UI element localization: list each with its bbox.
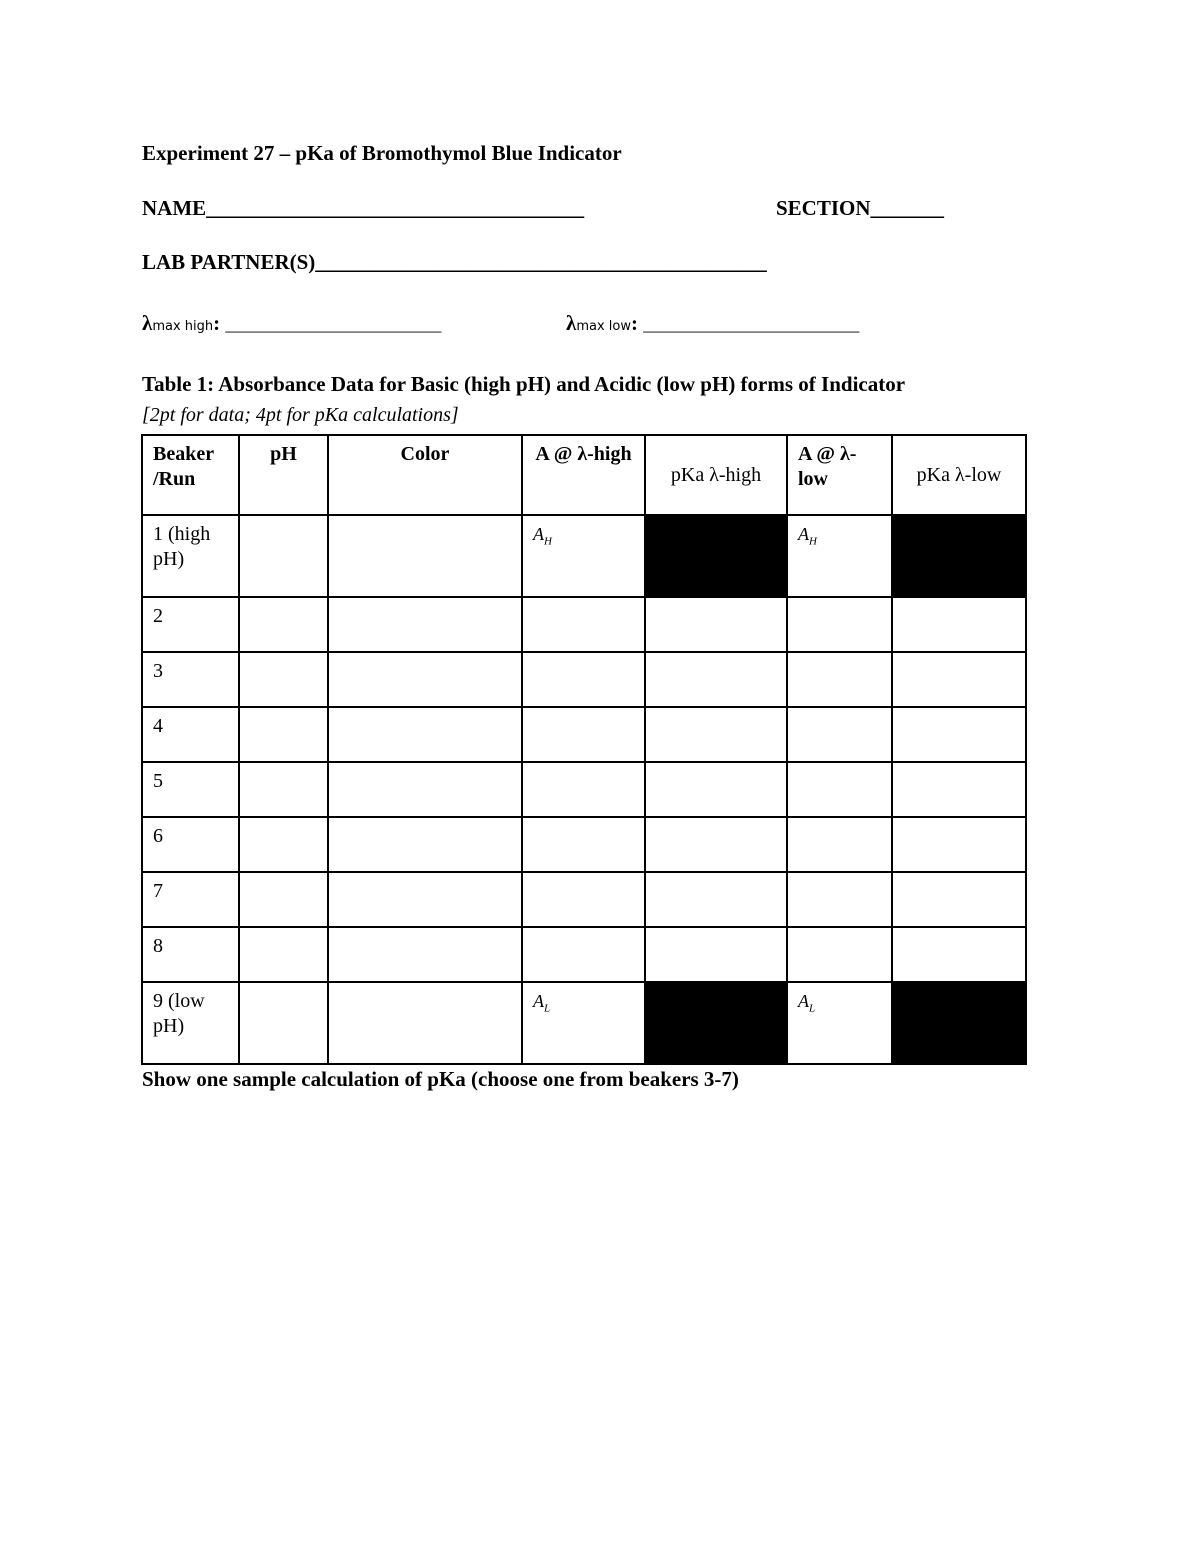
a-high-cell[interactable] (522, 762, 645, 817)
beaker-cell: 6 (142, 817, 239, 872)
a-low-cell[interactable] (787, 872, 892, 927)
pka-high-cell[interactable] (645, 707, 787, 762)
color-cell[interactable] (328, 515, 522, 597)
header-ph: pH (239, 435, 328, 515)
table-row (142, 515, 1026, 597)
lab-partners-field[interactable]: LAB PARTNER(S)___________________________________________ (142, 250, 767, 274)
table-header-row (142, 435, 1026, 515)
lambda-low-blank: ________________________ (643, 314, 860, 334)
beaker-cell: 1 (high pH) (142, 515, 239, 597)
color-cell[interactable] (328, 652, 522, 707)
lambda-low-colon: : (630, 311, 638, 335)
pka-low-cell[interactable] (892, 597, 1026, 652)
a-high-cell[interactable] (522, 872, 645, 927)
a-low-cell[interactable] (787, 817, 892, 872)
lambda-max-high-field[interactable] (142, 311, 441, 336)
beaker-cell: 8 (142, 927, 239, 982)
header-a-low: A @ λ-low (787, 435, 892, 515)
a-low-cell[interactable] (787, 597, 892, 652)
table-row (142, 817, 1026, 872)
color-cell[interactable] (328, 927, 522, 982)
lambda-symbol: λ (566, 311, 577, 335)
color-cell[interactable] (328, 872, 522, 927)
table-row (142, 927, 1026, 982)
color-cell[interactable] (328, 982, 522, 1064)
color-cell[interactable] (328, 597, 522, 652)
blocked-cell (892, 515, 1026, 597)
header-pka-high: pKa λ-high (645, 435, 787, 515)
a-high-cell[interactable] (522, 652, 645, 707)
page-title: Experiment 27 – pKa of Bromothymol Blue Indicator (142, 141, 622, 165)
color-cell[interactable] (328, 817, 522, 872)
lambda-high-subscript: max high (152, 319, 214, 334)
a-high-symbol: $A_H$ (533, 524, 552, 548)
ph-cell[interactable] (239, 927, 328, 982)
color-cell[interactable] (328, 707, 522, 762)
section-field[interactable]: SECTION_______ (776, 196, 945, 220)
pka-high-cell[interactable] (645, 652, 787, 707)
ph-cell[interactable] (239, 515, 328, 597)
lambda-high-blank: ________________________ (225, 314, 442, 334)
color-cell[interactable] (328, 762, 522, 817)
a-high-cell[interactable] (522, 982, 645, 1064)
beaker-cell: 9 (low pH) (142, 982, 239, 1064)
beaker-cell: 7 (142, 872, 239, 927)
pka-high-cell[interactable] (645, 597, 787, 652)
pka-low-cell[interactable] (892, 872, 1026, 927)
header-color: Color (328, 435, 522, 515)
table-row (142, 872, 1026, 927)
header-pka-low: pKa λ-low (892, 435, 1026, 515)
ph-cell[interactable] (239, 762, 328, 817)
pka-low-cell[interactable] (892, 817, 1026, 872)
blocked-cell (645, 982, 787, 1064)
lambda-max-low-field[interactable] (566, 311, 859, 336)
a-low-symbol: $A_L$ (798, 991, 816, 1015)
ph-cell[interactable] (239, 982, 328, 1064)
pka-low-cell[interactable] (892, 927, 1026, 982)
pka-high-cell[interactable] (645, 927, 787, 982)
a-high-cell[interactable] (522, 515, 645, 597)
pka-low-cell[interactable] (892, 762, 1026, 817)
lambda-high-colon: : (213, 311, 221, 335)
beaker-cell: 2 (142, 597, 239, 652)
name-field[interactable]: NAME____________________________________ (142, 196, 585, 220)
a-low-cell[interactable] (787, 515, 892, 597)
a-low-cell[interactable] (787, 982, 892, 1064)
pka-high-cell[interactable] (645, 817, 787, 872)
ph-cell[interactable] (239, 817, 328, 872)
a-low-symbol: $A_H$ (798, 524, 817, 548)
blocked-cell (892, 982, 1026, 1064)
ph-cell[interactable] (239, 652, 328, 707)
header-beaker: Beaker /Run (142, 435, 239, 515)
a-low-cell[interactable] (787, 652, 892, 707)
a-low-cell[interactable] (787, 707, 892, 762)
a-low-cell[interactable] (787, 762, 892, 817)
table-row (142, 597, 1026, 652)
lambda-low-subscript: max low (576, 319, 631, 334)
a-high-cell[interactable] (522, 707, 645, 762)
a-low-cell[interactable] (787, 927, 892, 982)
table-row (142, 707, 1026, 762)
table-row (142, 652, 1026, 707)
a-high-cell[interactable] (522, 817, 645, 872)
a-high-symbol: $A_L$ (533, 991, 551, 1015)
pka-low-cell[interactable] (892, 707, 1026, 762)
table-note: [2pt for data; 4pt for pKa calculations] (142, 404, 459, 426)
lambda-symbol: λ (142, 311, 153, 335)
table-row (142, 762, 1026, 817)
a-high-cell[interactable] (522, 927, 645, 982)
table-row (142, 982, 1026, 1064)
beaker-cell: 3 (142, 652, 239, 707)
a-high-cell[interactable] (522, 597, 645, 652)
ph-cell[interactable] (239, 707, 328, 762)
beaker-cell: 5 (142, 762, 239, 817)
sample-calculation-prompt: Show one sample calculation of pKa (choose one from beakers 3-7) (142, 1067, 739, 1091)
beaker-cell: 4 (142, 707, 239, 762)
pka-low-cell[interactable] (892, 652, 1026, 707)
table-caption: Table 1: Absorbance Data for Basic (high pH) and Acidic (low pH) forms of Indicator (142, 372, 906, 396)
ph-cell[interactable] (239, 872, 328, 927)
ph-cell[interactable] (239, 597, 328, 652)
absorbance-data-table (141, 434, 1027, 1065)
pka-high-cell[interactable] (645, 872, 787, 927)
blocked-cell (645, 515, 787, 597)
pka-high-cell[interactable] (645, 762, 787, 817)
header-a-high: A @ λ-high (522, 435, 645, 515)
